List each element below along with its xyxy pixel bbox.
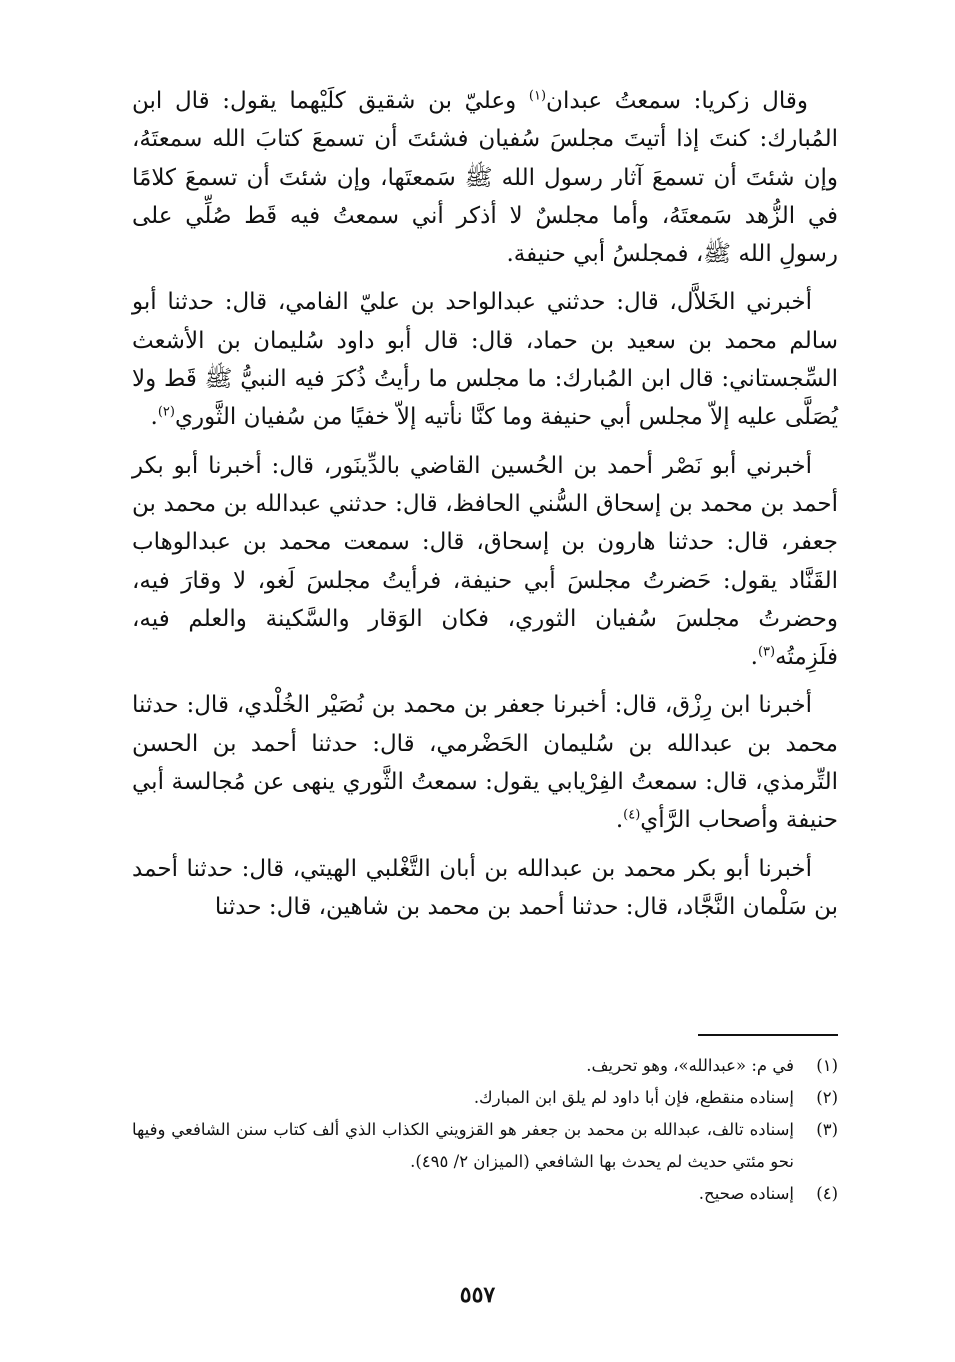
paragraph-2 xyxy=(132,283,838,436)
footnote-3 xyxy=(132,1114,838,1178)
footnote-number: (٤) xyxy=(816,1184,838,1203)
paragraph-text: . xyxy=(615,807,624,834)
footnote-ref: (٣) xyxy=(757,644,776,660)
paragraph-text: أخبرني أبو نَصْر أحمد بن الحُسين القاضي بالدِّينَور، قال: أخبرنا أبو بكر أحمد بن محمد بن إسحاق السُّني الحافظ، قال: حدثني عبدالله بن محمد بن جعفر، قال: حدثنا هارون بن إسحاق، قال: سمعت محمد بن عبدالوهاب القَنَّاد يقول: حَضرتُ مجلسَ أبي حنيفة، فرأيتُ مجلسَ لَغو، لا وقارَ فيه، وحضرتُ مجلسَ سُفيان الثوري، فكان الوَقار والسَّكينة والعلم فيه، فلَزِمتُه xyxy=(132,452,838,671)
footnote-number: (٢) xyxy=(816,1088,838,1107)
paragraph-text: أخبرني الخَلاَّل، قال: حدثني عبدالواحد بن عليّ الفامي، قال: حدثنا أبو سالم محمد بن سعيد بن حماد، قال: قال أبو داود سُليمان بن الأشعث السِّجستاني: قال ابن المُبارك: ما مجلس ما رأيتُ ذُكرَ فيه النبيُّ ﷺ قَط ولا يُصَلَّى عليه إلاّ مجلس أبي حنيفة وما كنَّا نأتيه إلاّ خفيًا من سُفيان الثَّوري xyxy=(132,289,838,431)
footnote-text: إسناده تالف، عبدالله بن محمد بن جعفر هو القزويني الكذاب الذي ألف كتاب سنن الشافعي وفيها نحو مئتي حديث لم يحدث بها الشافعي (الميزان ٢/ ٤٩٥). xyxy=(132,1120,794,1171)
footnote-separator xyxy=(698,1034,838,1036)
paragraph-text: وعليّ بن شقيق كلَيْهما يقول: قال ابن المُبارك: كنتَ إذا أتيتَ مجلسَ سُفيان فشئتَ أن تسمعَ كتابَ الله سمعتَهُ، وإن شئتَ أن تسمعَ آثار رسول الله ﷺ سَمعتَها، وإن شئتَ أن تسمعَ كلامًا في الزُّهد سَمعتَهُ، وأما مجلسٌ لا أذكر أني سمعتُ فيه قَط صُلِّي على رسولِ الله ﷺ، فمجلسُ أبي حنيفة. xyxy=(132,88,838,268)
paragraph-text: . xyxy=(150,404,158,431)
paragraph-4 xyxy=(132,686,838,839)
paragraph-1 xyxy=(132,82,838,273)
footnote-text: في م: «عبدالله»، وهو تحريف. xyxy=(586,1056,794,1075)
paragraph-text: . xyxy=(750,644,758,671)
paragraph-3 xyxy=(132,447,838,677)
paragraph-5 xyxy=(132,850,838,927)
footnote-2 xyxy=(132,1082,838,1114)
paragraph-text: أخبرنا ابن رِزْق، قال: أخبرنا جعفر بن محمد بن نُصَيْر الخُلْدي، قال: حدثنا محمد بن عبدالله بن سُليمان الحَضْرمي، قال: حدثنا أحمد بن الحسن التِّرمذي، قال: سمعتُ الفِرْيابي يقول: سمعتُ الثَّوري ينهى عن مُجالسة أبي حنيفة وأصحاب الرَّأي xyxy=(132,692,838,834)
footnote-number: (١) xyxy=(816,1056,838,1075)
footnotes xyxy=(132,1050,838,1210)
main-text xyxy=(132,82,838,936)
footnote-ref: (١) xyxy=(528,88,547,104)
page-number: ٥٥٧ xyxy=(459,1282,496,1308)
footnote-text: إسناده منقطع، فإن أبا داود لم يلق ابن المبارك. xyxy=(473,1088,794,1107)
paragraph-text: وقال زكريا: سمعتُ عبدان xyxy=(546,88,808,114)
footnote-ref: (٢) xyxy=(157,404,175,420)
footnote-1 xyxy=(132,1050,838,1082)
footnote-number: (٣) xyxy=(816,1120,838,1139)
footnote-text: إسناده صحيح. xyxy=(698,1184,794,1203)
paragraph-text: أخبرنا أبو بكر محمد بن عبدالله بن أبان التَّغْلبي الهيتي، قال: حدثنا أحمد بن سَلْمان النَّجَّاد، قال: حدثنا أحمد بن محمد بن شاهين، قال: حدثنا xyxy=(132,855,838,920)
footnote-4 xyxy=(132,1178,838,1210)
footnote-ref: (٤) xyxy=(623,807,641,823)
